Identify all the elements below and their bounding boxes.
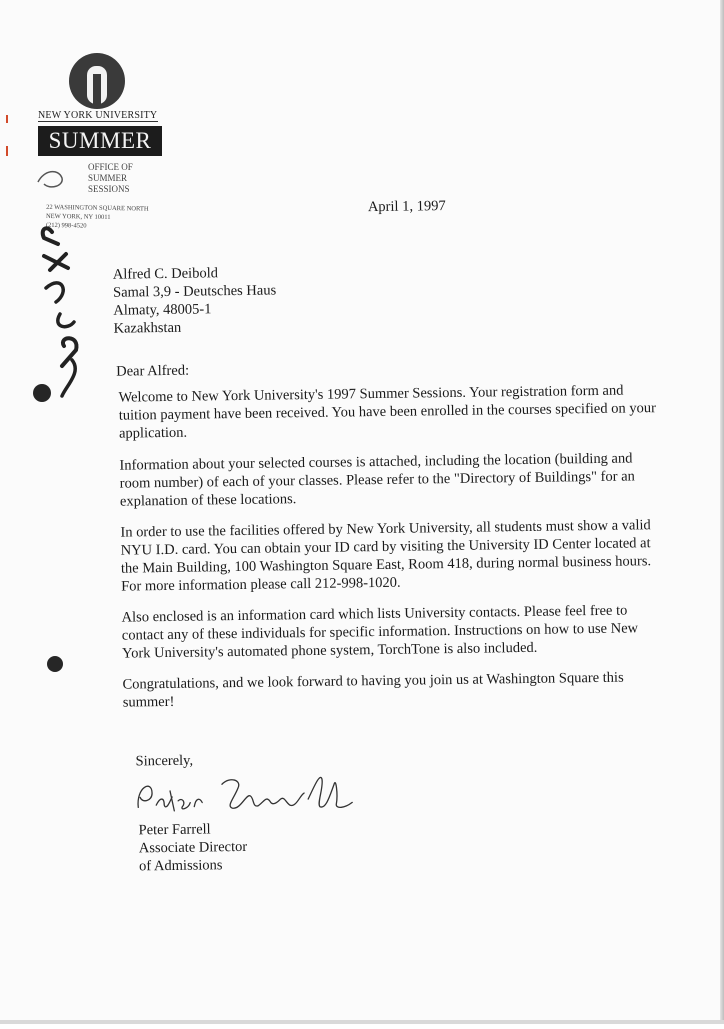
recipient-country: Kazakhstan [113, 319, 182, 337]
logo-summer-banner: SUMMER [38, 126, 162, 156]
paragraph-course-info: Information about your selected courses is attached, including the location (building and room number) of each of your classes. Please refer to the "Directory of Buildings" for an explanation of these locations. [119, 450, 635, 510]
letterhead-address: 22 WASHINGTON SQUARE NORTH NEW YORK, NY 10011 (212) 998-4520 [45, 203, 149, 230]
signer-block [138, 820, 247, 876]
salutation: Dear Alfred: [116, 362, 190, 380]
paragraph-id-card: In order to use the facilities offered by New York University, all students must show a valid NYU I.D. card. You can obtain your ID card by visiting the University ID Center located at the Main Building, 100 Washington Square East, Room 418, during normal business hours. For more information please call 212-998-1020. [120, 517, 652, 595]
logo-university-name: NEW YORK UNIVERSITY [38, 110, 158, 121]
recipient-street: Samal 3,9 - Deutsches Haus [112, 282, 277, 301]
letter-date: April 1, 1997 [367, 198, 446, 216]
signer-title: Associate Director [138, 838, 248, 857]
paragraph-contacts: Also enclosed is an information card which lists University contacts. Please feel free to contact any of these individuals for specific information. Instructions on how to use New York University's automated phone system, TorchTone is also included. [121, 602, 639, 662]
signature [130, 764, 371, 823]
paragraph-congratulations: Congratulations, and we look forward to having you join us at Washington Square this summer! [122, 669, 624, 711]
closing: Sincerely, [135, 752, 194, 770]
paragraph-welcome: Welcome to New York University's 1997 Summer Sessions. Your registration form and tuition payment have been received. You have been enrolled in the courses specified on your application. [118, 382, 656, 442]
signer-department: of Admissions [138, 857, 223, 875]
recipient-address [113, 263, 277, 337]
logo-office-name: OFFICE OF SUMMER SESSIONS [88, 162, 133, 194]
recipient-name: Alfred C. Deibold [112, 265, 219, 283]
recipient-city: Almaty, 48005-1 [113, 301, 212, 319]
signer-name: Peter Farrell [138, 821, 211, 839]
